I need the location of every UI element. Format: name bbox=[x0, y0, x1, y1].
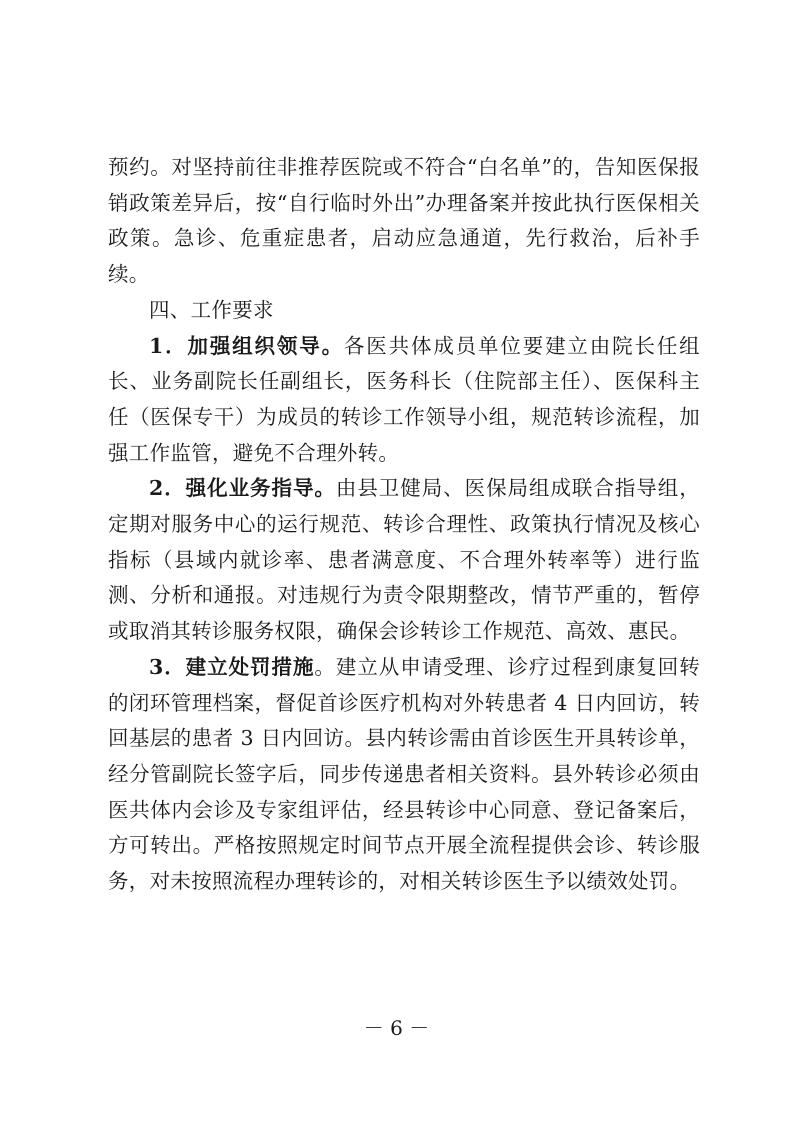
item-2-title: 2．强化业务指导。 bbox=[149, 476, 336, 501]
item-2-paragraph bbox=[108, 471, 700, 650]
continuation-paragraph: 预约。对坚持前往非推荐医院或不符合“白名单”的，告知医保报销政策差异后，按“自行临时外出”办理备案并按此执行医保相关政策。急诊、危重症患者，启动应急通道，先行救治，后补手续。 bbox=[108, 155, 700, 287]
page-number: － 6 － bbox=[363, 1016, 430, 1040]
document-body bbox=[108, 150, 700, 900]
item-3-body: 。建立从申请受理、诊疗过程到康复回转的闭环管理档案，督促首诊医疗机构对外转患者 4 日内回访，转回基层的患者 3 日内回访。县内转诊需由首诊医生开具转诊单，经分管副院长签字后，同步传递患者相关资料。县外转诊必须由医共体内会诊及专家组评估，经县转诊中心同意、登记备案后，方可转出。严格按照规定时间节点开展全流程提供会诊、转诊服务，对未按照流程办理转诊的，对相关转诊医生予以绩效处罚。 bbox=[108, 654, 700, 894]
item-2-body: 由县卫健局、医保局组成联合指导组，定期对服务中心的运行规范、转诊合理性、政策执行情况及核心指标（县域内就诊率、患者满意度、不合理外转率等）进行监测、分析和通报。对违规行为责令限期整改，情节严重的，暂停或取消其转诊服务权限，确保会诊转诊工作规范、高效、惠民。 bbox=[108, 476, 700, 644]
section-heading: 四、工作要求 bbox=[149, 297, 274, 322]
item-1-title: 1．加强组织领导。 bbox=[149, 333, 344, 358]
item-1-paragraph bbox=[108, 329, 700, 472]
item-1-body: 各医共体成员单位要建立由院长任组长、业务副院长任副组长，医务科长（住院部主任）、医保科主任（医保专干）为成员的转诊工作领导小组，规范转诊流程，加强工作监管，避免不合理外转。 bbox=[108, 333, 700, 465]
item-3-paragraph bbox=[108, 650, 700, 900]
item-3-title: 3．建立处罚措施 bbox=[149, 654, 315, 679]
